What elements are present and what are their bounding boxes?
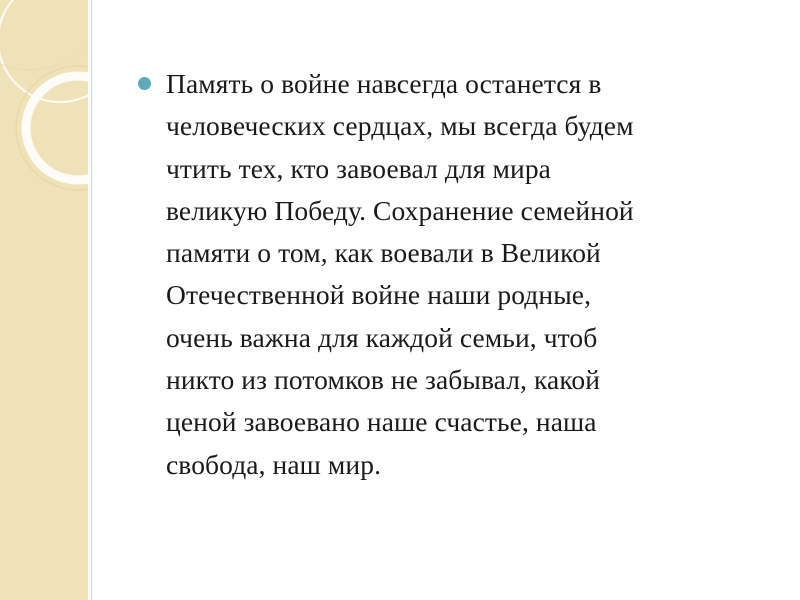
decorative-side-panel xyxy=(0,0,88,600)
panel-divider-line xyxy=(91,0,92,600)
bullet-item xyxy=(138,63,768,486)
bullet-text: Память о войне навсегда останется в человеческих сердцах, мы всегда будем чтить тех, кто завоевал для мира великую Победу. Сохранение семейной памяти о том, как воевали в Великой Отечественной войне наши родные, очень важна для каждой семьи, чтоб никто из потомков не забывал, какой ценой завоевано наше счастье, наша свобода, наш мир. xyxy=(166,68,634,480)
decorative-circles-icon xyxy=(0,0,88,600)
bullet-dot-icon xyxy=(138,77,151,90)
